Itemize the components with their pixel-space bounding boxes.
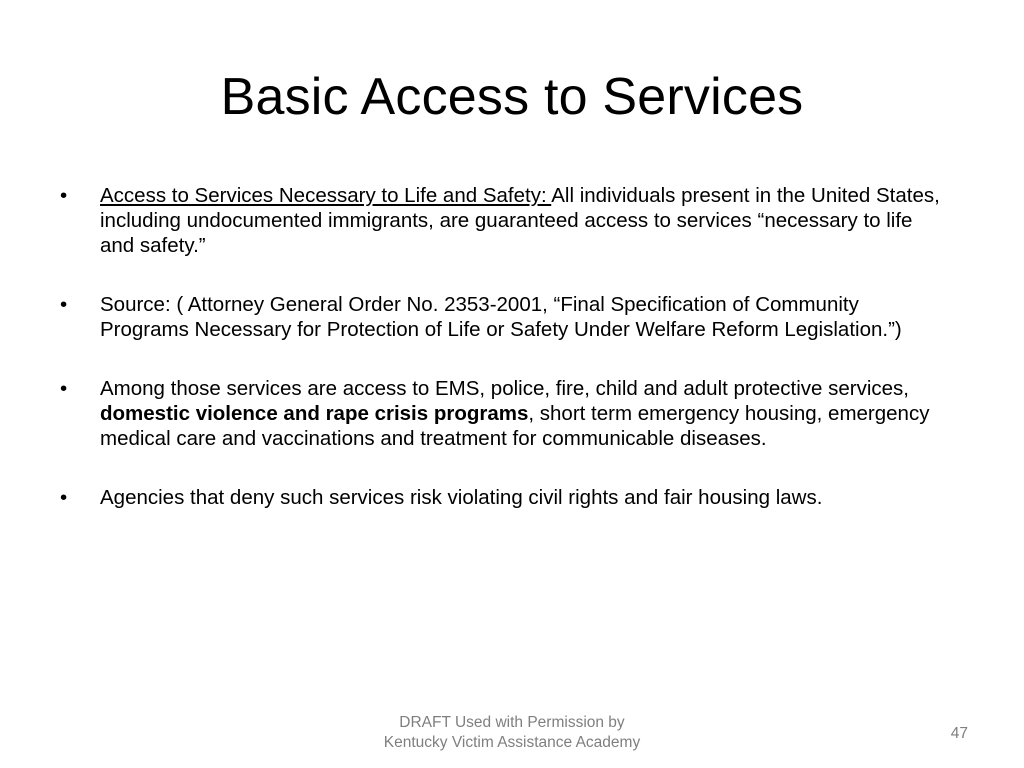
footer-line-2: Kentucky Victim Assistance Academy [383, 734, 641, 751]
footer-line-1: DRAFT Used with Permission by [399, 714, 625, 731]
bullet-text-before: Among those services are access to EMS, police, fire, child and adult protective services, [100, 377, 909, 400]
bullet-text-after: , short term emergency housing, emergency medical care and vaccinations and treatment for communicable diseases. [100, 402, 930, 450]
slide-footer [312, 713, 712, 753]
slide-title: Basic Access to Services [220, 68, 804, 126]
bullet-lead-underlined: Access to Services Necessary to Life and Safety: [100, 184, 552, 207]
bullet-item-access [60, 183, 940, 258]
bullet-item-source [60, 292, 940, 342]
bullet-marker: • [60, 486, 68, 509]
bullet-marker: • [60, 293, 68, 316]
bullet-item-services [60, 376, 940, 451]
bullet-marker: • [60, 184, 68, 207]
page-number: 47 [950, 725, 968, 742]
bullet-bold-phrase: domestic violence and rape crisis programs [100, 402, 529, 425]
bullet-text: Agencies that deny such services risk violating civil rights and fair housing laws. [100, 486, 823, 509]
bullet-item-agencies [60, 485, 940, 510]
bullet-list [60, 183, 940, 544]
bullet-text: Source: ( Attorney General Order No. 2353-2001, “Final Specification of Community Programs Necessary for Protection of Life or Safety Under Welfare Reform Legislation.”) [100, 293, 902, 341]
bullet-text: All individuals present in the United States, including undocumented immigrants, are guaranteed access to services “necessary to life and safety.” [100, 184, 940, 257]
bullet-marker: • [60, 377, 68, 400]
